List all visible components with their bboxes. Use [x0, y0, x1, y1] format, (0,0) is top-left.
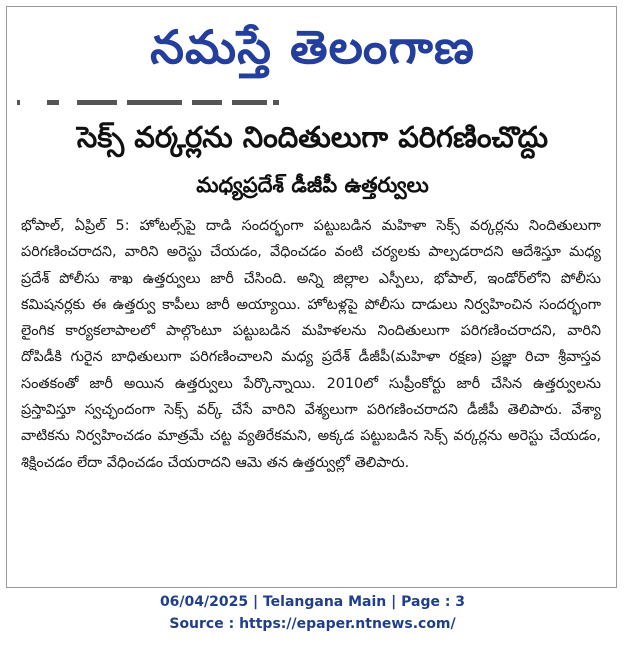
newspaper-clipping [6, 6, 617, 588]
source-link[interactable]: Source : https://epaper.ntnews.com/ [169, 616, 456, 632]
article-body: భోపాల్, ఏప్రిల్ 5: హోటల్స్‌పై దాడి సందర్భంగా పట్టుబడిన మహిళా సెక్స్ వర్కర్లను నిందితులుగా పరిగణించరాదని, వారిని అరెస్టు చేయడం, వేధించడం వంటి చర్యలకు పాల్పడరాదని ఆదేశిస్తూ మధ్య ప్రదేశ్ పోలీసు శాఖ ఉత్తర్వులు జారీ చేసింది. అన్ని జిల్లాల ఎస్పీలు, భోపాల్, ఇండోర్‌లోని పోలీసు కమిషనర్లకు ఈ ఉత్తర్వు కాపీలు జారీ అయ్యాయి. హోటళ్లపై పోలీసు దాడులు నిర్వహించిన సందర్భంగా లైంగిక కార్యకలాపాలలో పాల్గొంటూ పట్టుబడిన మహిళలను నిందితులుగా పరిగణించరాదని, వారిని దోపిడీకి గురైన బాధితులుగా పరిగణించాలని మధ్య ప్రదేశ్ డీజీపీ(మహిళా రక్షణ) ప్రజ్ఞా రిచా శ్రీవాస్తవ సంతకంతో జారీ అయిన ఉత్తర్వులు పేర్కొన్నాయి. 2010లో సుప్రీంకోర్టు జారీ చేసిన ఉత్తర్వులను ప్రస్తావిస్తూ స్వచ్ఛందంగా సెక్స్ వర్క్ చేసే వారిని వేశ్యలుగా పరిగణించరాదని డీజీపీ తెలిపారు. వేశ్యా వాటికను నిర్వహించడం మాత్రమే చట్ట వ్యతిరేకమని, అక్కడ పట్టుబడిన సెక్స్ వర్కర్లను అరెస్టు చేయడం, శిక్షించడం లేదా వేధించడం చేయరాదని ఆమె తన ఉత్తర్వుల్లో తెలిపారు. [21, 218, 601, 471]
article-headline: సెక్స్ వర్కర్లను నిందితులుగా పరిగణించొద్దు [76, 120, 549, 154]
publication-info: 06/04/2025 | Telangana Main | Page : 3 [159, 594, 466, 610]
cropped-text-strip [17, 100, 279, 106]
article-subheadline: మధ్యప్రదేశ్ డీజీపీ ఉత్తర్వులు [196, 173, 429, 197]
newspaper-masthead: నమస్తే తెలంగాణ [150, 20, 475, 74]
